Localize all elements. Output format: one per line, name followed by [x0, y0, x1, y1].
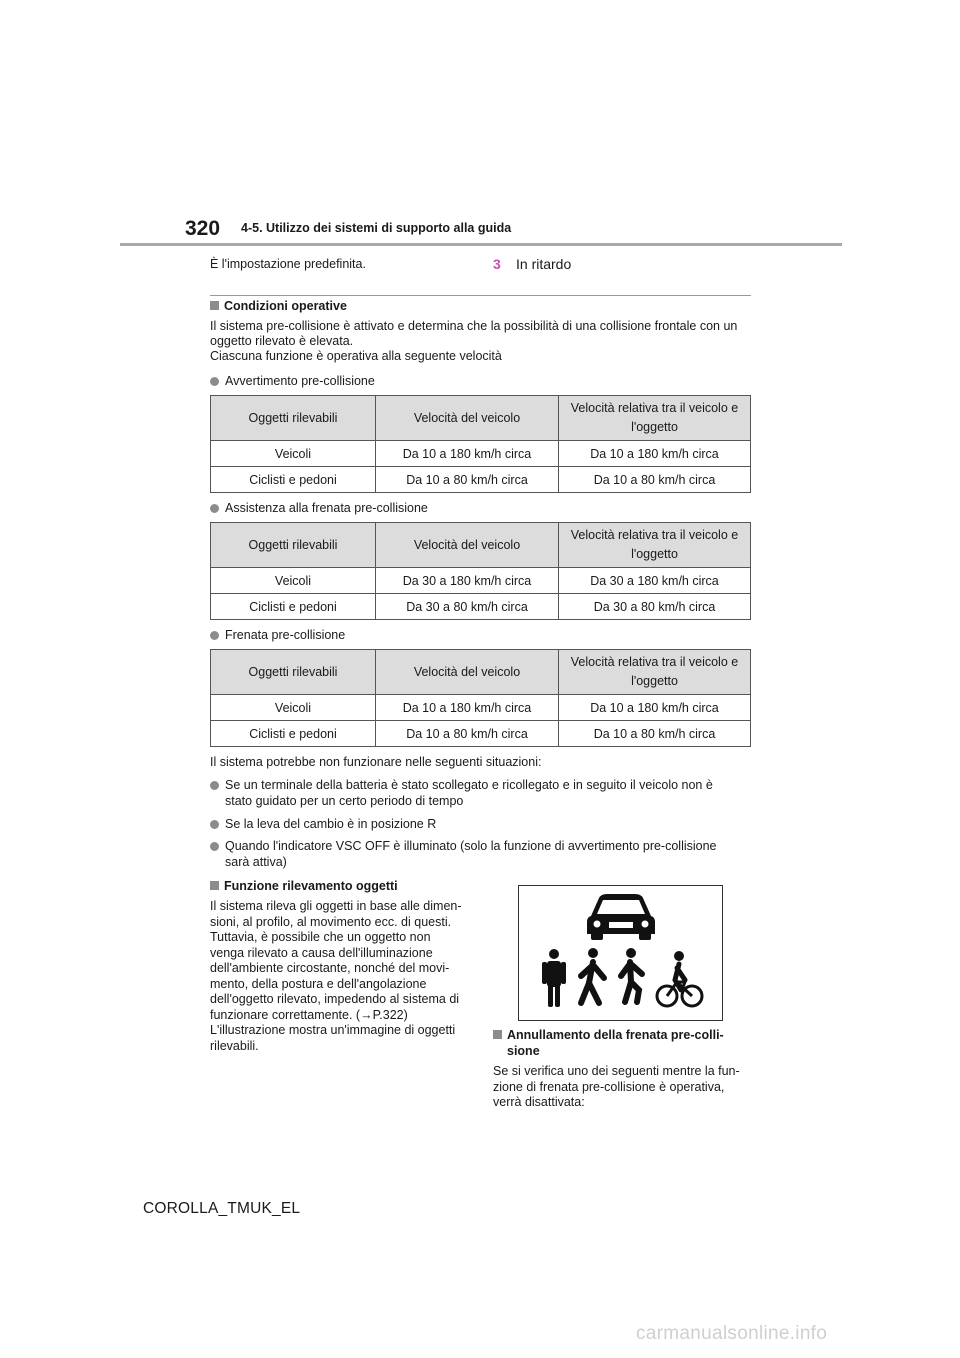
table-cell: Ciclisti e pedoni — [211, 467, 376, 493]
watermark: carmanualsonline.info — [636, 1323, 828, 1344]
square-bullet-icon — [493, 1030, 502, 1039]
table-row — [211, 467, 751, 493]
cancel-paragraph: Se si verifica uno dei seguenti mentre la fun- zione di frenata pre-collisione è operativa, verrà disattivata: — [493, 1064, 740, 1109]
cancel-heading: Annullamento della frenata pre-colli- — [493, 1028, 724, 1044]
bullet-icon — [210, 377, 219, 386]
table-cell: Veicoli — [211, 568, 376, 594]
table-cell: Veicoli — [211, 441, 376, 467]
table-row — [211, 594, 751, 620]
table-cell: Ciclisti e pedoni — [211, 721, 376, 747]
illustration-svg — [519, 886, 722, 1020]
running-pedestrian-icon — [621, 948, 642, 1002]
table-row — [211, 568, 751, 594]
not-working-intro: Il sistema potrebbe non funzionare nelle seguenti situazioni: — [210, 755, 542, 769]
table-header-row — [211, 523, 751, 568]
bullet-icon — [210, 781, 219, 790]
bullet-icon — [210, 504, 219, 513]
table-cell: Da 10 a 80 km/h circa — [559, 721, 751, 747]
car-icon — [587, 894, 655, 940]
table-cell: Da 10 a 80 km/h circa — [559, 467, 751, 493]
cancel-heading-continued: sione — [507, 1044, 540, 1058]
bullet-icon — [210, 820, 219, 829]
header-relative-speed: Velocità relativa tra il veicolo e l'oggetto — [559, 396, 751, 441]
table-row — [211, 721, 751, 747]
header-objects: Oggetti rilevabili — [211, 650, 376, 695]
bullet-icon — [210, 842, 219, 851]
bullet-icon — [210, 631, 219, 640]
header-vehicle-speed: Velocità del veicolo — [376, 523, 559, 568]
walking-pedestrian-icon — [581, 948, 604, 1003]
table-header-row — [211, 650, 751, 695]
table-cell: Da 10 a 80 km/h circa — [376, 721, 559, 747]
speed-table-braking — [210, 649, 751, 747]
table-cell: Da 10 a 80 km/h circa — [376, 467, 559, 493]
page-number: 320 — [185, 217, 221, 240]
detection-heading — [210, 879, 398, 895]
table-row — [211, 441, 751, 467]
footer-model: COROLLA_TMUK_EL — [143, 1200, 301, 1217]
header-objects: Oggetti rilevabili — [211, 523, 376, 568]
square-bullet-icon — [210, 881, 219, 890]
detectable-objects-illustration — [518, 885, 723, 1021]
table-header-row — [211, 396, 751, 441]
operating-para-2: oggetto rilevato è elevata. — [210, 334, 354, 348]
table-cell: Da 10 a 180 km/h circa — [559, 695, 751, 721]
table-cell: Ciclisti e pedoni — [211, 594, 376, 620]
not-working-bullet-1: Se un terminale della batteria è stato scollegato e ricollegato e in seguito il veicolo non è stato guidato per un certo periodo di tempo — [210, 778, 751, 810]
operating-para-3: Ciascuna funzione è operativa alla seguente velocità — [210, 349, 502, 363]
speed-table-brake-assist — [210, 522, 751, 620]
operating-heading — [210, 299, 347, 315]
operating-para-1: Il sistema pre-collisione è attivato e determina che la possibilità di una collisione frontale con un — [210, 319, 738, 333]
header-relative-speed: Velocità relativa tra il veicolo e l'oggetto — [559, 650, 751, 695]
table-cell: Da 30 a 180 km/h circa — [376, 568, 559, 594]
not-working-bullet-3: Quando l'indicatore VSC OFF è illuminato (solo la funzione di avvertimento pre-collisione sarà attiva) — [210, 839, 751, 871]
step-label: In ritardo — [516, 256, 572, 272]
header-vehicle-speed: Velocità del veicolo — [376, 650, 559, 695]
operating-heading-text: Condizioni operative — [224, 299, 347, 313]
section-separator — [210, 295, 751, 296]
header-vehicle-speed: Velocità del veicolo — [376, 396, 559, 441]
header-relative-speed: Velocità relativa tra il veicolo e l'oggetto — [559, 523, 751, 568]
detection-paragraph: Il sistema rileva gli oggetti in base alle dimen- sioni, al profilo, al movimento ecc. di questi. Tuttavia, è possibile che un oggetto non venga rilevato a causa dell'illuminazione dell'ambiente circostante, nonché del movi- mento, della postura e dell'angolazione dell'oggetto rilevato, impedendo al sistema di funzionare correttamente. (→P.322) L'illustrazione mostra un'immagine di oggetti rilevabili. — [210, 899, 462, 1053]
table-cell: Veicoli — [211, 695, 376, 721]
table-cell: Da 30 a 80 km/h circa — [376, 594, 559, 620]
table-cell: Da 30 a 180 km/h circa — [559, 568, 751, 594]
detection-heading-text: Funzione rilevamento oggetti — [224, 879, 398, 893]
table-row — [211, 695, 751, 721]
step-number: 3 — [493, 256, 501, 272]
default-setting-text: È l'impostazione predefinita. — [210, 257, 366, 271]
table-cell: Da 10 a 180 km/h circa — [376, 695, 559, 721]
standing-pedestrian-icon — [542, 949, 566, 1007]
speed-table-warning — [210, 395, 751, 493]
section-title: 4-5. Utilizzo dei sistemi di supporto alla guida — [241, 221, 512, 235]
table-cell: Da 10 a 180 km/h circa — [559, 441, 751, 467]
header-objects: Oggetti rilevabili — [211, 396, 376, 441]
header-rule — [120, 243, 842, 246]
table-cell: Da 30 a 80 km/h circa — [559, 594, 751, 620]
square-bullet-icon — [210, 301, 219, 310]
table-cell: Da 10 a 180 km/h circa — [376, 441, 559, 467]
cyclist-icon — [657, 951, 702, 1006]
